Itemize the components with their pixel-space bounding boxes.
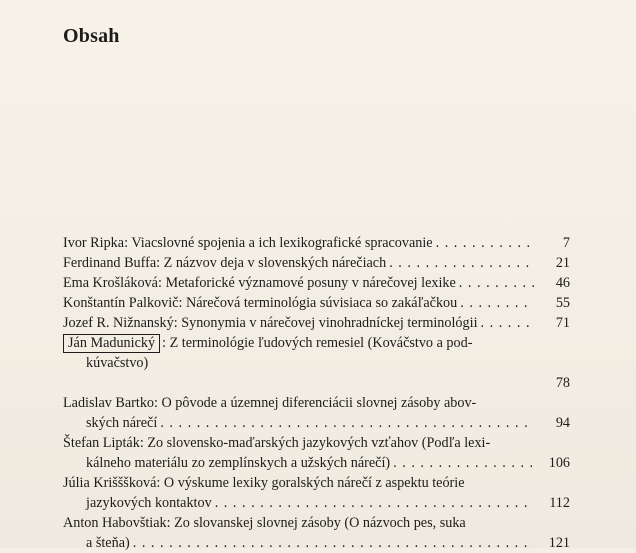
toc-author: Ema Krošláková <box>63 275 158 291</box>
toc-leader <box>459 273 534 293</box>
toc-leader <box>160 413 534 433</box>
toc-entry: Anton Habovštiak: Zo slovanskej slovnej zásoby (O názvoch pes, suka a šteňa) . . . 121 <box>63 513 570 553</box>
toc-title: Viacslovné spojenia a ich lexikografické spracovanie <box>131 235 433 251</box>
toc-title: Z názvov deja v slovenských nárečiach <box>163 255 387 271</box>
toc-author: Ivor Ripka <box>63 235 125 251</box>
page-title: Obsah <box>63 25 120 47</box>
toc-title-continuation: a šteňa) <box>86 535 130 551</box>
toc-page-number: 7 <box>562 235 570 251</box>
toc-title: Z terminológie ľudových remesiel (Kováčstvo a pod- <box>169 335 473 351</box>
toc-page-number: 94 <box>555 415 570 431</box>
toc-entry: Konštantín Palkovič: Nárečová terminológia súvisiaca so zakáľačkou . . . 55 <box>63 293 570 313</box>
toc-title: Metaforické významové posuny v nárečovej lexike <box>165 275 456 291</box>
toc-leader <box>389 253 534 273</box>
toc-author: Konštantín Palkovič <box>63 295 179 311</box>
toc-entry: Ferdinand Buffa: Z názvov deja v slovenských nárečiach . . . 21 <box>63 253 570 273</box>
toc-author: Štefan Lipták <box>63 435 140 451</box>
toc-entry: Ema Krošláková: Metaforické významové posuny v nárečovej lexike . . . 46 <box>63 273 570 293</box>
toc-page-number: 55 <box>555 295 570 311</box>
toc-leader <box>215 493 534 513</box>
toc-leader <box>481 313 534 333</box>
toc-page-number: 78 <box>555 375 570 391</box>
toc-title-continuation: kálneho materiálu zo zemplínskych a užských nárečí) <box>86 455 391 471</box>
toc-title: O pôvode a územnej diferenciácii slovnej zásoby abov- <box>161 395 477 411</box>
toc-title-continuation: kúvačstvo) <box>86 355 149 371</box>
toc-author: Júlia Krišššková <box>63 475 157 491</box>
toc-entry: Ladislav Bartko: O pôvode a územnej diferenciácii slovnej zásoby abov- ských nárečí . . . 94 <box>63 393 570 433</box>
toc-title: Synonymia v nárečovej vinohradníckej terminológii <box>181 315 478 331</box>
toc-title: Zo slovensko-maďarských jazykových vzťahov (Podľa lexi- <box>147 435 491 451</box>
toc-page-number: 121 <box>548 535 570 551</box>
toc-leader <box>393 453 534 473</box>
toc-title: Zo slovanskej slovnej zásoby (O názvoch pes, suka <box>174 515 466 531</box>
toc-title-continuation: ských nárečí <box>86 415 158 431</box>
toc-leader <box>133 533 534 553</box>
toc-page-number: 21 <box>555 255 570 271</box>
toc-author: Jozef R. Nižnanský <box>63 315 174 331</box>
toc-title: O výskume lexiky goralských nárečí z aspektu teórie <box>163 475 465 491</box>
toc-author: Anton Habovštiak <box>63 515 167 531</box>
toc-page-number: 106 <box>548 455 570 471</box>
toc-page-number: 71 <box>555 315 570 331</box>
toc-entry: Ivor Ripka: Viacslovné spojenia a ich lexikografické spracovanie . . . 7 <box>63 233 570 253</box>
toc-entry: Júlia Krišššková: O výskume lexiky goralských nárečí z aspektu teórie jazykových kontaktov . . . 112 <box>63 473 570 513</box>
toc-leader <box>460 293 534 313</box>
toc-title-continuation: jazykových kontaktov <box>86 495 212 511</box>
toc-author: Ferdinand Buffa <box>63 255 157 271</box>
toc-leader <box>436 233 534 253</box>
toc-entry: Štefan Lipták: Zo slovensko-maďarských jazykových vzťahov (Podľa lexi- kálneho materiálu zo zemplínskych a užských nárečí) . . . 106 <box>63 433 570 473</box>
toc-author-highlighted: Ján Madunický <box>63 334 160 353</box>
table-of-contents <box>63 233 570 553</box>
toc-entry: Ján Madunický : Z terminológie ľudových remesiel (Kováčstvo a pod- kúvačstvo) 78 <box>63 333 570 393</box>
toc-entry: Jozef R. Nižnanský: Synonymia v nárečovej vinohradníckej terminológii . . . 71 <box>63 313 570 333</box>
toc-author: Ladislav Bartko <box>63 395 155 411</box>
toc-title: Nárečová terminológia súvisiaca so zakáľačkou <box>185 295 458 311</box>
toc-page-number: 46 <box>555 275 570 291</box>
toc-page-number: 112 <box>549 495 570 511</box>
